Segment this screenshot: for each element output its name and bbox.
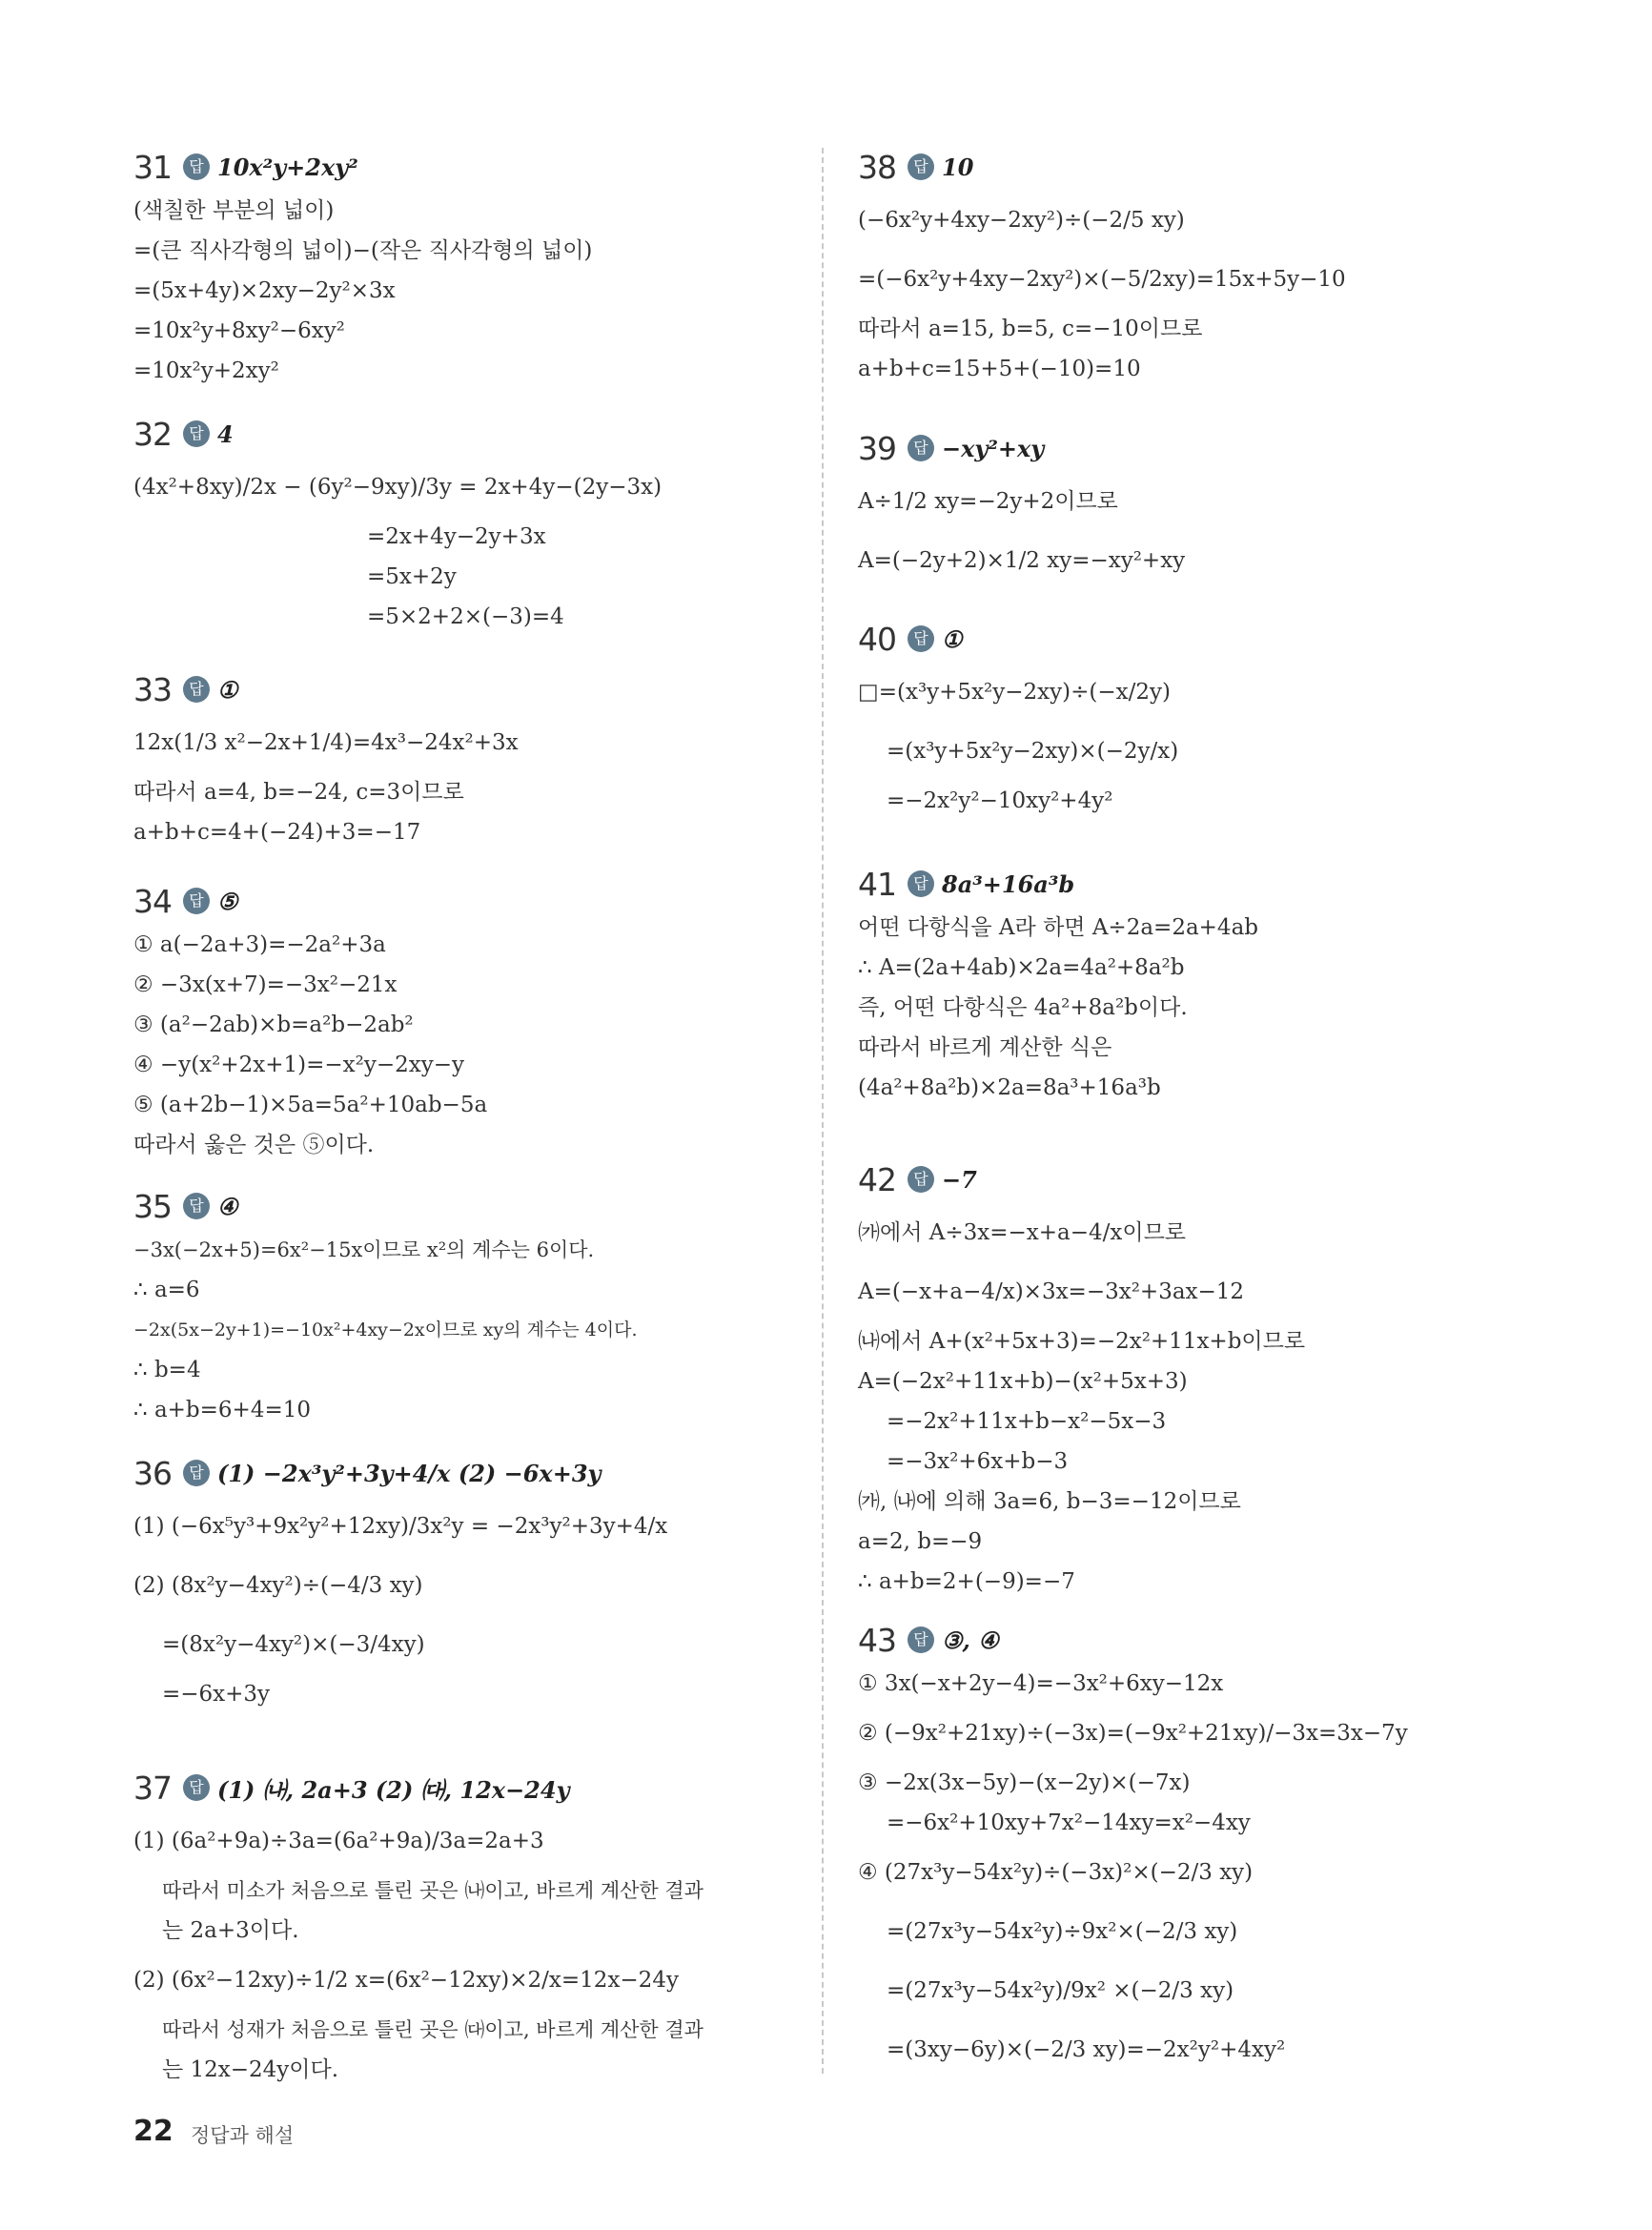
answer-badge: 답 [183,888,210,914]
solution-line: ④ −y(x²+2x+1)=−x²y−2xy−y [133,1053,464,1077]
solution-line: =(5x+4y)×2xy−2y²×3x [133,278,396,303]
solution-line: a=2, b=−9 [858,1529,983,1554]
problem-number: 40 [858,620,896,658]
problem-number: 32 [133,415,172,453]
problem-43 [858,1616,1408,2079]
problem-32 [133,410,662,637]
problem-39 [858,424,1185,590]
solution-line: =(큰 직사각형의 넓이)−(작은 직사각형의 넓이) [133,238,593,263]
solution-line: ㈏에서 A+(x²+5x+3)=−2x²+11x+b이므로 [858,1329,1306,1354]
problem-number: 31 [133,148,172,186]
solution-line: =(8x²y−4xy²)×(−3/4xy) [162,1632,425,1657]
solution-line: (1) (−6x⁵y³+9x²y²+12xy)/3x²y = −2x³y²+3y+4/x [133,1514,668,1539]
solution-line: ① a(−2a+3)=−2a²+3a [133,932,386,957]
solution-line: (1) (6a²+9a)÷3a=(6a²+9a)/3a=2a+3 [133,1829,544,1853]
solution-line: =(3xy−6y)×(−2/3 xy)=−2x²y²+4xy² [887,2037,1286,2062]
solution-line: ② (−9x²+21xy)÷(−3x)=(−9x²+21xy)/−3x=3x−7y [858,1721,1408,1746]
solution-line: ⑤ (a+2b−1)×5a=5a²+10ab−5a [133,1093,488,1117]
solution-line: ∴ a+b=2+(−9)=−7 [858,1569,1075,1594]
page-number: 22 [133,2115,173,2148]
problem-35 [133,1182,638,1430]
answer-badge: 답 [183,1193,210,1219]
solution-line: 는 12x−24y이다. [162,2057,339,2082]
problem-36 [133,1449,667,1714]
solution-line: ㈎, ㈏에 의해 3a=6, b−3=−12이므로 [858,1489,1241,1514]
answer-badge: 답 [183,676,210,703]
solution-line: ㈎에서 A÷3x=−x+a−4/x이므로 [858,1220,1187,1245]
problem-number: 43 [858,1621,896,1659]
answer: ⑤ [217,887,238,915]
solution-line: a+b+c=4+(−24)+3=−17 [133,820,421,845]
problem-number: 41 [858,865,896,903]
solution-line: =−6x²+10xy+7x²−14xy=x²−4xy [887,1811,1251,1835]
answer-badge: 답 [183,153,210,180]
solution-line: (−6x²y+4xy−2xy²)÷(−2/5 xy) [858,208,1185,233]
answer: −7 [942,1165,977,1194]
solution-line: (색칠한 부분의 넓이) [133,198,335,223]
solution-line: −3x(−2x+5)=6x²−15x이므로 x²의 계수는 6이다. [133,1238,595,1261]
solution-line: A=(−x+a−4/x)×3x=−3x²+3ax−12 [858,1279,1245,1304]
solution-line: =10x²y+2xy² [133,358,279,383]
solution-line: ∴ a+b=6+4=10 [133,1398,311,1422]
answer: 4 [217,419,234,448]
column-divider [822,148,824,2074]
answer: 10 [942,153,974,181]
solution-line: ③ (a²−2ab)×b=a²b−2ab² [133,1013,414,1037]
answer-badge: 답 [908,153,934,180]
solution-line: =5x+2y [367,564,457,589]
solution-line: 따라서 성재가 처음으로 틀린 곳은 ㈐이고, 바르게 계산한 결과 [162,2018,704,2041]
solution-line: =−3x²+6x+b−3 [887,1449,1069,1474]
problem-38 [858,143,1346,389]
answer-badge: 답 [908,625,934,652]
solution-line: (2) (6x²−12xy)÷1/2 x=(6x²−12xy)×2/x=12x−24y [133,1968,679,1993]
solution-line: 따라서 옳은 것은 ⑤이다. [133,1133,375,1157]
problem-number: 35 [133,1187,172,1225]
problem-34 [133,877,487,1165]
solution-line: A=(−2x²+11x+b)−(x²+5x+3) [858,1369,1188,1394]
problem-40 [858,615,1178,821]
solution-line: A=(−2y+2)×1/2 xy=−xy²+xy [858,548,1186,573]
solution-line: a+b+c=15+5+(−10)=10 [858,357,1141,381]
answer-badge: 답 [908,435,934,461]
solution-line: 따라서 바르게 계산한 식은 [858,1035,1112,1060]
solution-line: ② −3x(x+7)=−3x²−21x [133,972,398,997]
solution-line: A÷1/2 xy=−2y+2이므로 [858,489,1118,514]
answer-badge: 답 [908,1166,934,1193]
solution-line: 따라서 a=15, b=5, c=−10이므로 [858,317,1203,341]
solution-line: =−2x²+11x+b−x²−5x−3 [887,1409,1167,1434]
solution-line: =(27x³y−54x²y)÷9x²×(−2/3 xy) [887,1919,1238,1944]
problem-33 [133,665,519,852]
problem-number: 37 [133,1769,172,1807]
solution-line: 즉, 어떤 다항식은 4a²+8a²b이다. [858,995,1188,1020]
solution-line: 는 2a+3이다. [162,1918,299,1943]
solution-line: ∴ a=6 [133,1278,200,1302]
problem-37 [133,1764,704,2090]
answer: −xy²+xy [942,434,1045,462]
answer: ④ [217,1192,238,1220]
problem-number: 42 [858,1160,896,1198]
problem-number: 36 [133,1454,172,1492]
solution-line: =2x+4y−2y+3x [367,524,546,549]
answer: ③, ④ [942,1626,999,1654]
solution-line: (2) (8x²y−4xy²)÷(−4/3 xy) [133,1573,423,1598]
problem-number: 33 [133,670,172,708]
answer-badge: 답 [183,1774,210,1801]
solution-line: 12x(1/3 x²−2x+1/4)=4x³−24x²+3x [133,730,519,755]
answer: ① [942,624,963,653]
problem-41 [858,860,1258,1108]
answer-badge: 답 [908,1626,934,1653]
problem-42 [858,1156,1305,1602]
answer: ① [217,675,238,704]
solution-line: (4a²+8a²b)×2a=8a³+16a³b [858,1075,1161,1100]
solution-line: =(−6x²y+4xy−2xy²)×(−5/2xy)=15x+5y−10 [858,267,1346,292]
solution-line: (4x²+8xy)/2x − (6y²−9xy)/3y = 2x+4y−(2y−3x) [133,475,663,500]
problem-number: 38 [858,148,896,186]
solution-line: =10x²y+8xy²−6xy² [133,318,345,343]
answer-badge: 답 [908,870,934,897]
solution-line: =5×2+2×(−3)=4 [367,604,564,629]
solution-line: =−2x²y²−10xy²+4y² [887,788,1113,813]
answer: (1) −2x³y²+3y+4/x (2) −6x+3y [217,1459,602,1487]
solution-line: ④ (27x³y−54x²y)÷(−3x)²×(−2/3 xy) [858,1860,1254,1885]
answer: (1) ㈏, 2a+3 (2) ㈐, 12x−24y [217,1775,570,1804]
solution-line: ③ −2x(3x−5y)−(x−2y)×(−7x) [858,1770,1191,1795]
problem-31 [133,143,592,391]
solution-line: 어떤 다항식을 A라 하면 A÷2a=2a+4ab [858,915,1259,940]
solution-line: =(27x³y−54x²y)/9x² ×(−2/3 xy) [887,1978,1234,2003]
solution-line: ① 3x(−x+2y−4)=−3x²+6xy−12x [858,1671,1224,1696]
answer-badge: 답 [183,1460,210,1486]
solution-line: =−6x+3y [162,1682,271,1707]
solution-line: 따라서 미소가 처음으로 틀린 곳은 ㈏이고, 바르게 계산한 결과 [162,1879,704,1902]
solution-line: ∴ b=4 [133,1358,201,1382]
solution-line: =(x³y+5x²y−2xy)×(−2y/x) [887,739,1179,764]
solution-line: ∴ A=(2a+4ab)×2a=4a²+8a²b [858,955,1185,980]
problem-number: 34 [133,882,172,920]
answer-badge: 답 [183,420,210,447]
answer: 8a³+16a³b [942,869,1075,898]
solution-line: 따라서 a=4, b=−24, c=3이므로 [133,780,464,805]
answer: 10x²y+2xy² [217,153,358,181]
solution-line: □=(x³y+5x²y−2xy)÷(−x/2y) [858,680,1171,705]
solution-line: −2x(5x−2y+1)=−10x²+4xy−2x이므로 xy의 계수는 4이다. [133,1320,638,1340]
problem-number: 39 [858,429,896,467]
page-label: 정답과 해설 [191,2124,295,2147]
